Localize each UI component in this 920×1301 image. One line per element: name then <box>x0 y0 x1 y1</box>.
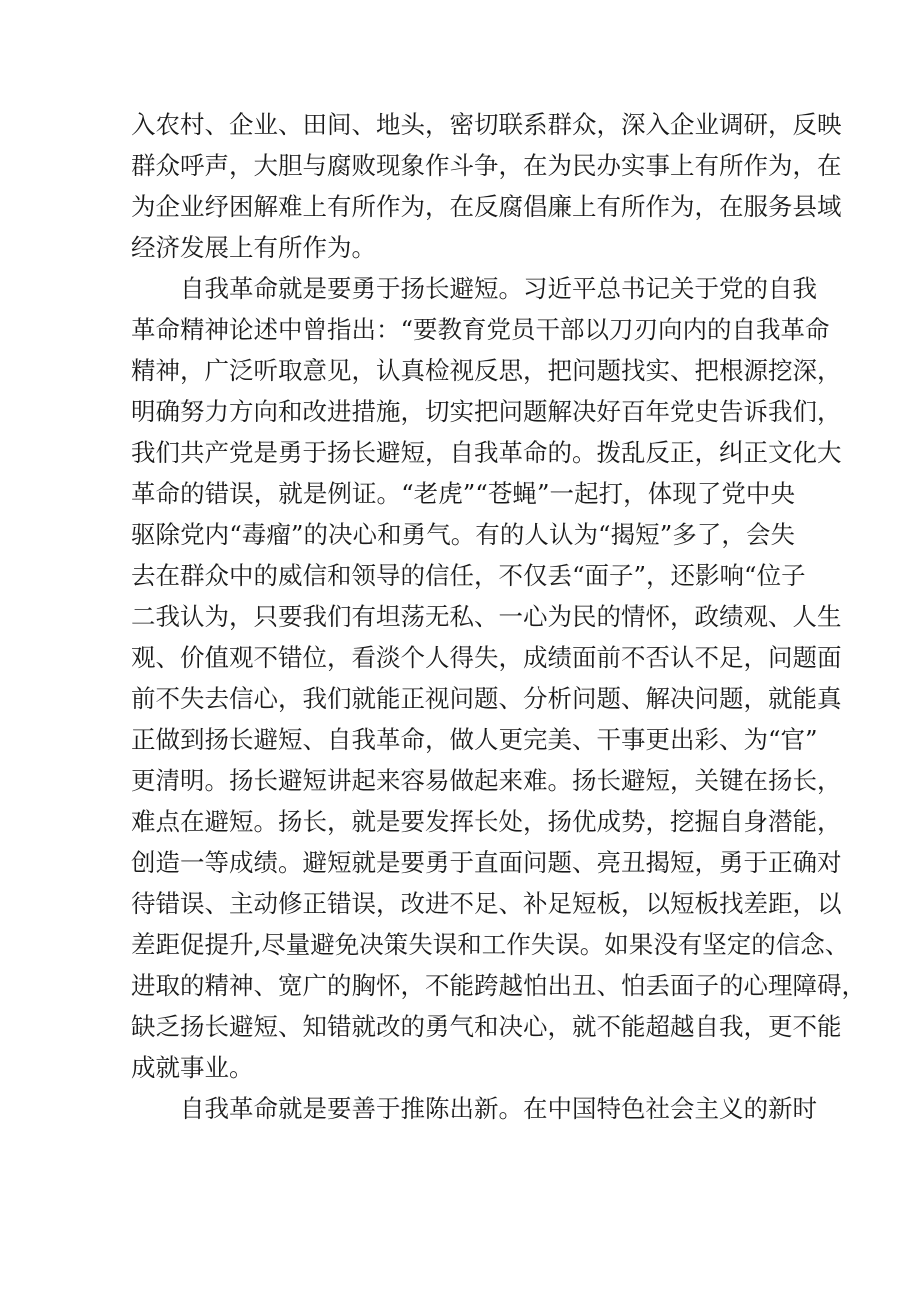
text-line: 革命的错误，就是例证。“老虎”“苍蝇”一起打，体现了党中央 <box>131 479 795 508</box>
text-line: 群众呼声，大胆与腐败现象作斗争，在为民办实事上有所作为，在 <box>131 151 842 180</box>
text-line: 差距促提升,尽量避免决策失误和工作失误。如果没有坚定的信念、 <box>131 930 850 959</box>
text-line: 经济发展上有所作为。 <box>131 233 376 262</box>
text-line: 待错误、主动修正错误，改进不足、补足短板，以短板找差距，以 <box>131 889 842 918</box>
text-line: 创造一等成绩。避短就是要勇于直面问题、亮丑揭短，勇于正确对 <box>131 848 842 877</box>
text-line: 我们共产党是勇于扬长避短，自我革命的。拨乱反正，纠正文化大 <box>131 438 842 467</box>
text-line: 成就事业。 <box>131 1053 254 1082</box>
paragraph-1 <box>131 104 842 268</box>
text-line: 进取的精神、宽广的胸怀，不能跨越怕出丑、怕丢面子的心理障碍， <box>131 971 866 1000</box>
text-line: 缺乏扬长避短、知错就改的勇气和决心，就不能超越自我，更不能 <box>131 1012 842 1041</box>
text-line: 观、价值观不错位，看淡个人得失，成绩面前不否认不足，问题面 <box>131 643 842 672</box>
text-line: 二我认为，只要我们有坦荡无私、一心为民的情怀，政绩观、人生 <box>131 602 842 631</box>
text-line: 去在群众中的威信和领导的信任，不仅丢“面子”，还影响“位子 <box>131 561 806 590</box>
text-line: 前不失去信心，我们就能正视问题、分析问题、解决问题，就能真 <box>131 684 842 713</box>
text-line: 入农村、企业、田间、地头，密切联系群众，深入企业调研，反映 <box>131 110 842 139</box>
text-line: 自我革命就是要善于推陈出新。在中国特色社会主义的新时 <box>180 1094 817 1123</box>
paragraph-3 <box>131 1088 817 1129</box>
text-line: 革命精神论述中曾指出：“要教育党员干部以刀刃向内的自我革命 <box>131 315 830 344</box>
text-line: 更清明。扬长避短讲起来容易做起来难。扬长避短，关键在扬长， <box>131 766 842 795</box>
text-line: 明确努力方向和改进措施，切实把问题解决好百年党史告诉我们， <box>131 397 842 426</box>
text-line: 精神，广泛听取意见，认真检视反思，把问题找实、把根源挖深， <box>131 356 842 385</box>
text-line: 驱除党内“毒瘤”的决心和勇气。有的人认为“揭短”多了，会失 <box>131 520 795 549</box>
text-line: 为企业纾困解难上有所作为，在反腐倡廉上有所作为，在服务县域 <box>131 192 842 221</box>
text-line: 难点在避短。扬长，就是要发挥长处，扬优成势，挖掘自身潜能， <box>131 807 842 836</box>
text-line: 自我革命就是要勇于扬长避短。习近平总书记关于党的自我 <box>180 274 817 303</box>
paragraph-2 <box>131 268 866 1088</box>
text-line: 正做到扬长避短、自我革命，做人更完美、干事更出彩、为“官” <box>131 725 818 754</box>
body-text <box>131 104 866 1129</box>
